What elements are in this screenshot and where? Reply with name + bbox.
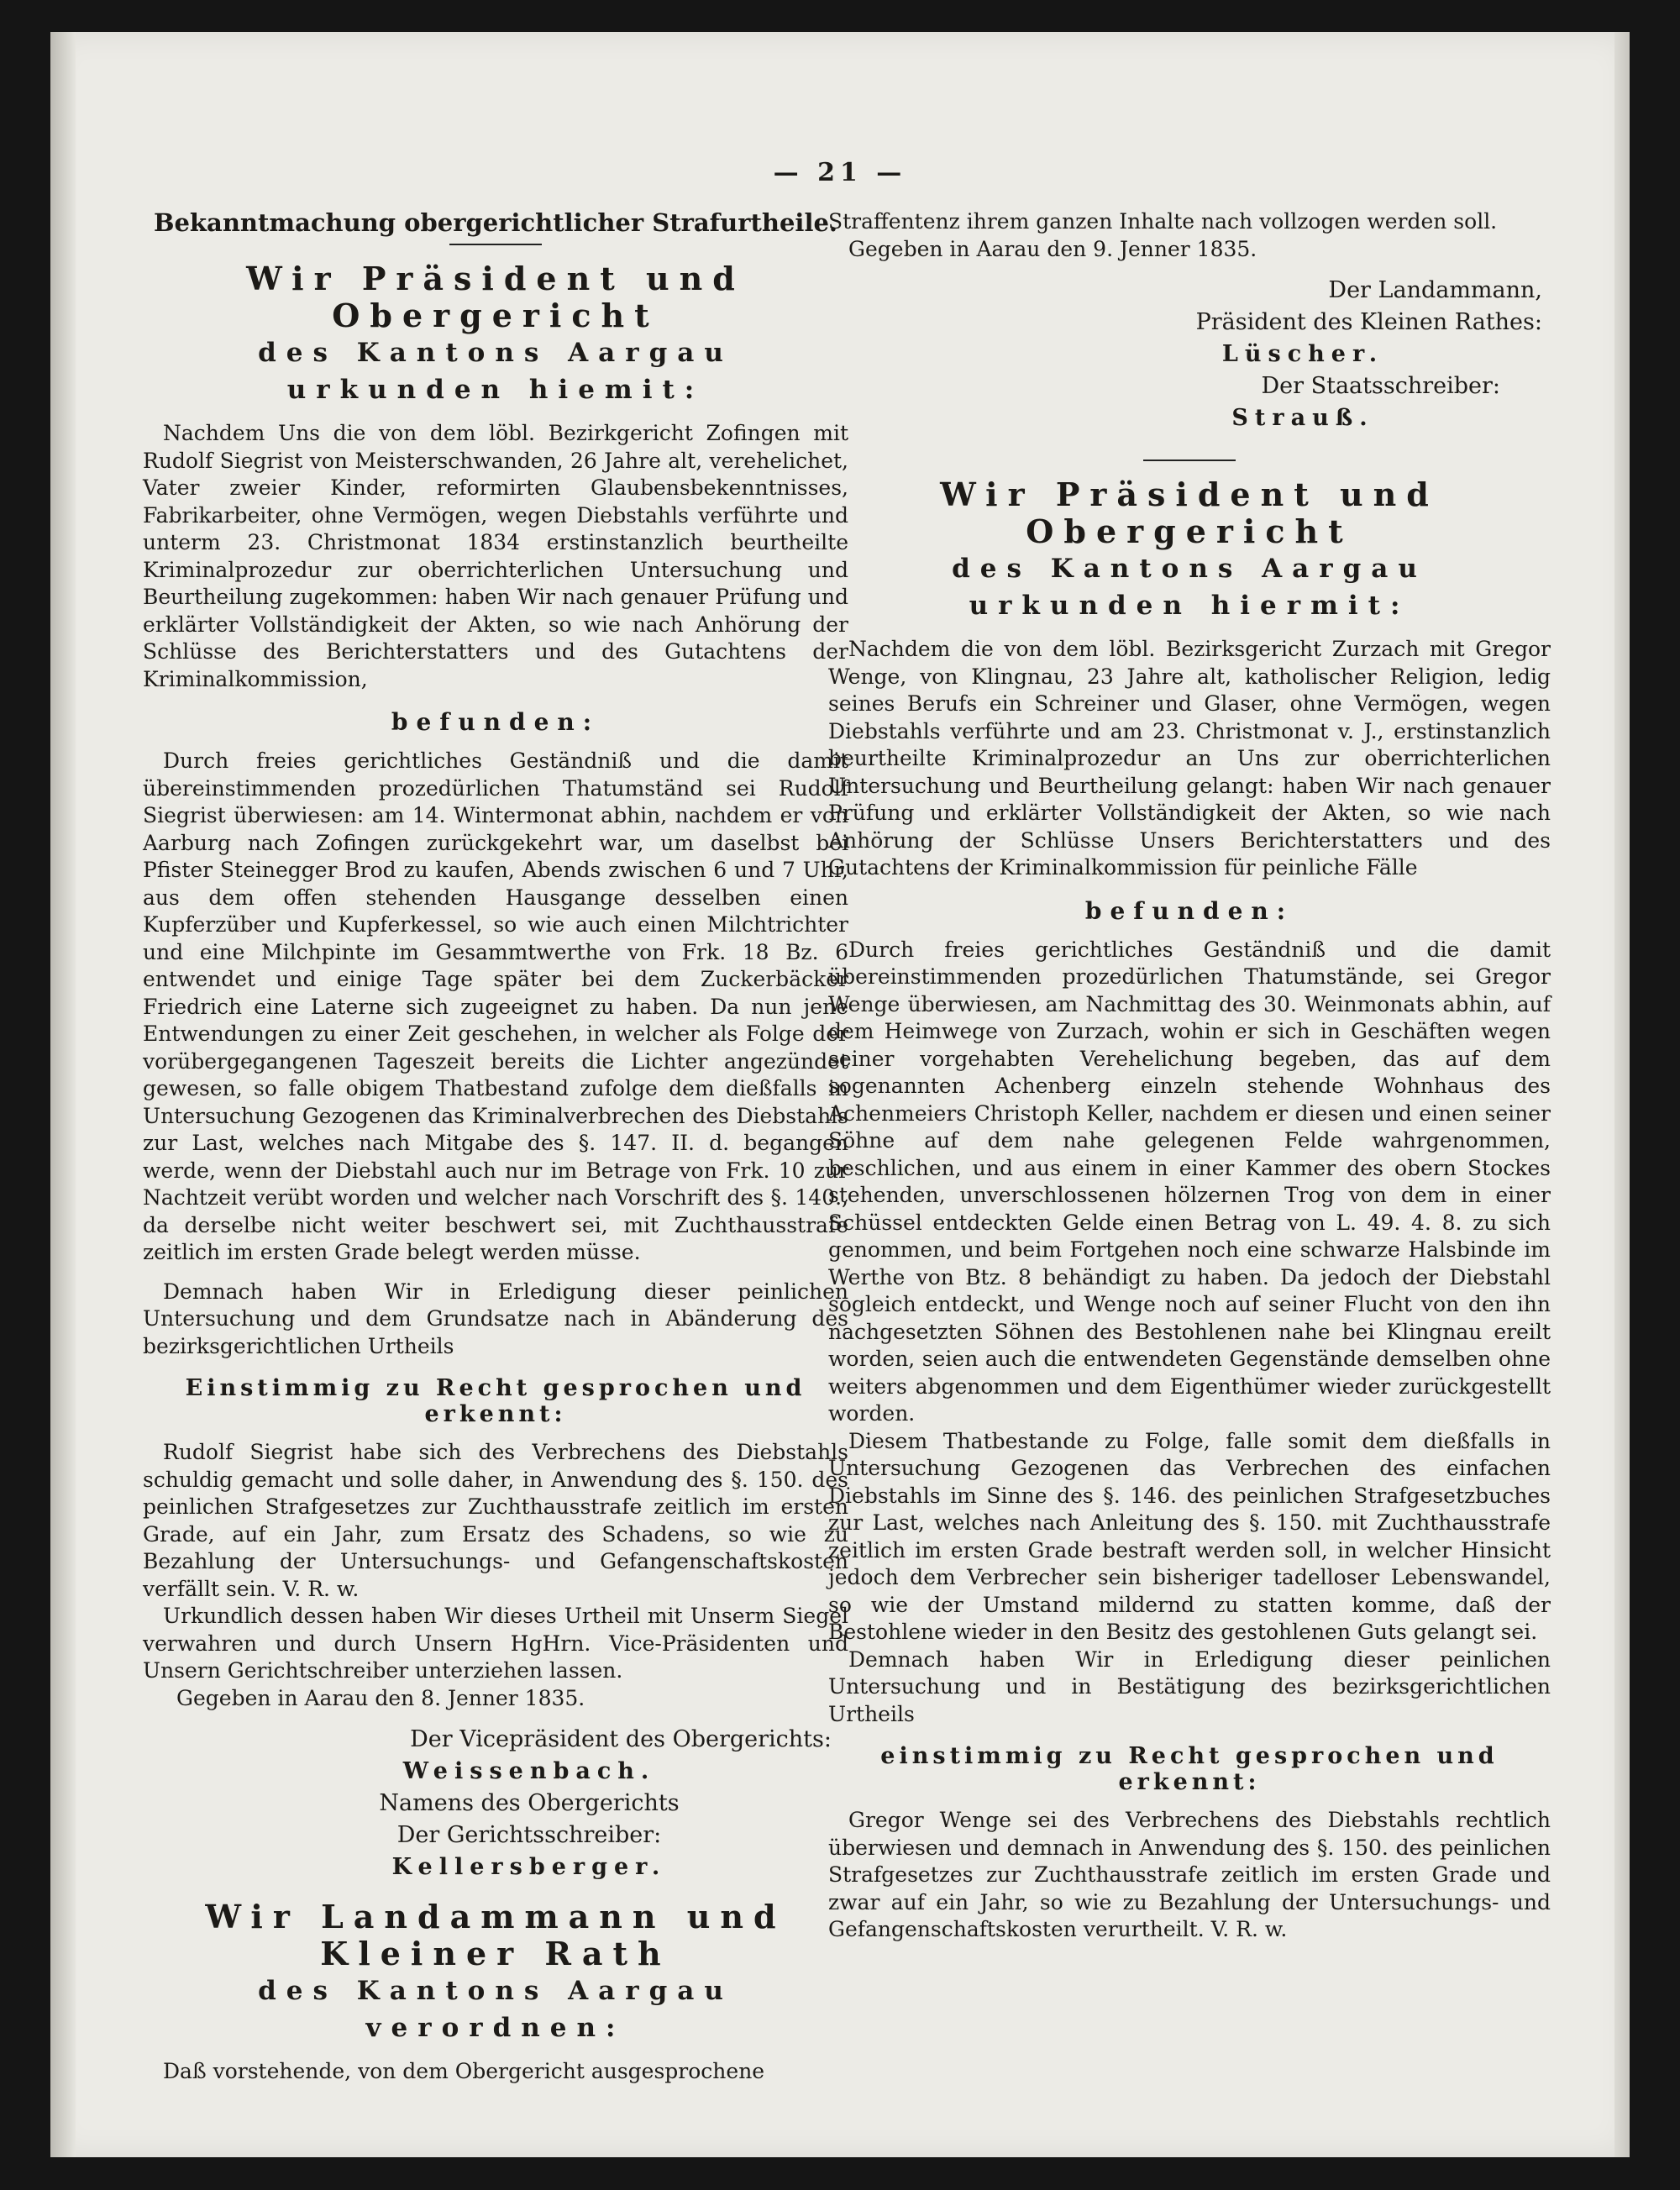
paragraph: Diesem Thatbestande zu Folge, falle somit dem dießfalls in Untersuchung Gezogenen das Verbrechen des einfachen Diebstahls im Sinne des §. 146. des peinlichen Strafgesetzbuches zur Last, welches nach Anleitung des §. 150. mit Zuchthausstrafe zeitlich im ersten Grade bestraft werden soll, in welcher Hinsicht jedoch dem Verbrecher sein bisheriger tadelloser Lebenswandel, so wie der Umstand mildernd zu statten komme, daß der Bestohlene wieder in den Besitz des gestohlenen Guts gelangt sei.	[828, 1428, 1551, 1644]
paragraph: Demnach haben Wir in Erledigung dieser peinlichen Untersuchung und dem Grundsatze nach in Abänderung des bezirksgerichtlichen Urtheils	[143, 1279, 848, 1358]
paragraph: Straffentenz ihrem ganzen Inhalte nach vollzogen werden soll.	[828, 209, 1498, 234]
paragraph: Urkundlich dessen haben Wir dieses Urtheil mit Unserm Siegel verwahren und durch Unsern HgHrn. Vice-Präsidenten und Unsern Gerichtschreiber unterziehen lassen.	[143, 1604, 848, 1683]
paragraph: Gregor Wenge sei des Verbrechens des Diebstahls rechtlich überwiesen und demnach in Anwendung des §. 150. des peinlichen Strafgesetzes zur Zuchthausstrafe zeitlich im ersten Grade und zwar auf ein Jahr, so wie zu Bezahlung der Untersuchungs- und Gefangenschaftskosten verurtheilt. V. R. w.	[828, 1808, 1551, 1941]
signature-title: Präsident des Kleinen Rathes:	[1195, 309, 1542, 335]
signature-name: Strauß.	[1231, 405, 1374, 431]
signature-title: Der Gerichtsschreiber:	[396, 1822, 662, 1848]
signature-title: Der Landammann,	[1328, 277, 1542, 303]
decree-subtitle: des Kantons Aargau	[258, 1976, 733, 2006]
paragraph: Durch freies gerichtliches Geständniß und die damit übereinstimmenden prozedürlichen Thatumstände, sei Gregor Wenge überwiesen, am Nachmittag des 30. Weinmonats abhin, auf dem Heimwege von Zurzach, wohin er sich in Geschäften wegen seiner vorgehabten Verehelichung begeben, das auf dem sogenannten Achenberg einzeln stehende Wohnhaus des Achenmeiers Christoph Keller, nachdem er diesen und einen seiner Söhne auf dem nahe gelegenen Felde wahrgenommen, beschlichen, und aus einem in einer Kammer des obern Stockes stehenden, unverschlossenen hölzernen Trog von dem in einer Schüssel entdeckten Gelde einen Betrag von L. 49. 4. 8. zu sich genommen, und beim Fortgehen noch eine schwarze Halsbinde im Werthe von Btz. 8 behändigt zu haben. Da jedoch der Diebstahl sogleich entdeckt, und Wenge noch auf seiner Flucht von den ihn nachgesetzten Söhnen des Bestohlenen nahe bei Klingnau ereilt worden, seien auch die entwendeten Gegenstände demselben ohne weiters abgenommen und dem Eigenthümer wieder zurückgestellt worden.	[828, 937, 1551, 1426]
date-line: Gegeben in Aarau den 9. Jenner 1835.	[848, 236, 1257, 261]
right-column	[828, 208, 1551, 1944]
decree-title: Wir Landammann und Kleiner Rath	[205, 1898, 786, 1972]
signature-title: Namens des Obergerichts	[379, 1790, 680, 1816]
verdict-heading: Einstimmig zu Recht gesprochen und erkennt:	[185, 1375, 806, 1427]
page-spine	[50, 32, 76, 2157]
decree-subtitle: urkunden hiermit:	[969, 591, 1410, 621]
decree-subtitle: verordnen:	[365, 2013, 626, 2043]
decree-subtitle: urkunden hiemit:	[286, 375, 705, 405]
paragraph: Daß vorstehende, von dem Obergericht ausgesprochene	[163, 2059, 765, 2083]
paragraph: Demnach haben Wir in Erledigung dieser peinlichen Untersuchung und in Bestätigung des bezirksgerichtlichen Urtheils	[828, 1646, 1551, 1726]
signature-name: Weissenbach.	[402, 1758, 656, 1784]
divider	[1143, 460, 1236, 461]
left-column	[143, 208, 848, 2086]
decree-title: Wir Präsident und Obergericht	[940, 475, 1439, 550]
paragraph: Durch freies gerichtliches Geständniß und die damit übereinstimmenden prozedürlichen Thatumständ sei Rudolf Siegrist überwiesen: am 14. Wintermonat abhin, nachdem er von Aarburg nach Zofingen zurückgekehrt war, um daselbst bei Pfister Steinegger Brod zu kaufen, Abends zwischen 6 und 7 Uhr, aus dem offen stehenden Hausgange desselben einen Kupferzüber und Kupferkessel, so wie auch einen Milchtrichter und eine Milchpinte im Gesammtwerthe von Frk. 18 Bz. 6 entwendet und einige Tage später bei dem Zuckerbäcker Friedrich eine Laterne sich zugeeignet zu haben. Da nun jene Entwendungen zu einer Zeit geschehen, in welcher als Folge der vorübergegangenen Tageszeit bereits die Lichter angezündet gewesen, so falle obigem Thatbestand zufolge dem dießfalls in Untersuchung Gezogenen das Kriminalverbrechen des Diebstahls zur Last, welches nach Mitgabe des §. 147. II. d. begangen werde, wenn der Diebstahl auch nur im Betrage von Frk. 10 zur Nachtzeit verübt worden und welcher nach Vorschrift des §. 140., da derselbe nicht weiter beschwert sei, mit Zuchthausstrafe zeitlich im ersten Grade belegt werden müsse.	[143, 748, 848, 1264]
signature-title: Der Staatsschreiber:	[1261, 373, 1500, 399]
date-line: Gegeben in Aarau den 8. Jenner 1835.	[176, 1685, 585, 1710]
section-heading: Bekanntmachung obergerichtlicher Strafurtheile.	[153, 208, 838, 237]
decree-title: Wir Präsident und Obergericht	[246, 260, 745, 334]
verdict-heading: einstimmig zu Recht gesprochen und erkennt:	[880, 1743, 1499, 1795]
signature-block	[828, 275, 1551, 434]
signature-block	[143, 1756, 848, 1883]
decree-subtitle: des Kantons Aargau	[952, 554, 1427, 584]
signature-name: Kellersberger.	[391, 1854, 667, 1880]
divider	[449, 244, 542, 245]
paragraph: Nachdem Uns die von dem löbl. Bezirkgericht Zofingen mit Rudolf Siegrist von Meisterschwanden, 26 Jahre alt, verehelichet, Vater zweier Kinder, reformirten Glaubensbekenntnisses, Fabrikarbeiter, ohne Vermögen, wegen Diebstahls verführte und unterm 23. Christmonat 1834 erstinstanzlich beurtheilte Kriminalprozedur zur oberrichterlichen Untersuchung und Beurtheilung zugekommen: haben Wir nach genauer Prüfung und erklärter Vollständigkeit der Akten, so wie nach Anhörung der Schlüsse des Berichterstatters und des Gutachtens der Kriminalkommission,	[143, 421, 848, 691]
decree-subtitle: des Kantons Aargau	[258, 338, 733, 368]
paragraph: Rudolf Siegrist habe sich des Verbrechens des Diebstahls schuldig gemacht und solle daher, in Anwendung des §. 150. des peinlichen Strafgesetzes zur Zuchthausstrafe zeitlich im ersten Grade, auf ein Jahr, zum Ersatz des Schadens, so wie zu Bezahlung der Untersuchungs- und Gefangenschaftskosten verfällt sein. V. R. w.	[143, 1440, 848, 1601]
page-number: — 21 —	[773, 158, 907, 187]
newspaper-page	[50, 32, 1630, 2157]
section-label: befunden:	[391, 708, 601, 736]
signature-title: Der Vicepräsident des Obergerichts:	[410, 1726, 832, 1752]
paragraph: Nachdem die von dem löbl. Bezirksgericht Zurzach mit Gregor Wenge, von Klingnau, 23 Jahre alt, katholischer Religion, ledig seines Berufs ein Schreiner und Glaser, ohne Vermögen, wegen Diebstahls verführte und am 23. Christmonat v. J., erstinstanzlich beurtheilte Kriminalprozedur an Uns zur oberrichterlichen Untersuchung und Beurtheilung gelangt: haben Wir nach genauer Prüfung und erklärter Vollständigkeit der Akten, so wie nach Anhörung der Schlüsse Unsers Berichterstatters und des Gutachtens der Kriminalkommission für peinliche Fälle	[828, 637, 1551, 880]
page-edge	[1614, 32, 1630, 2157]
signature-name: Lüscher.	[1221, 341, 1384, 367]
signature-block	[143, 1724, 848, 1756]
section-label: befunden:	[1084, 896, 1294, 925]
